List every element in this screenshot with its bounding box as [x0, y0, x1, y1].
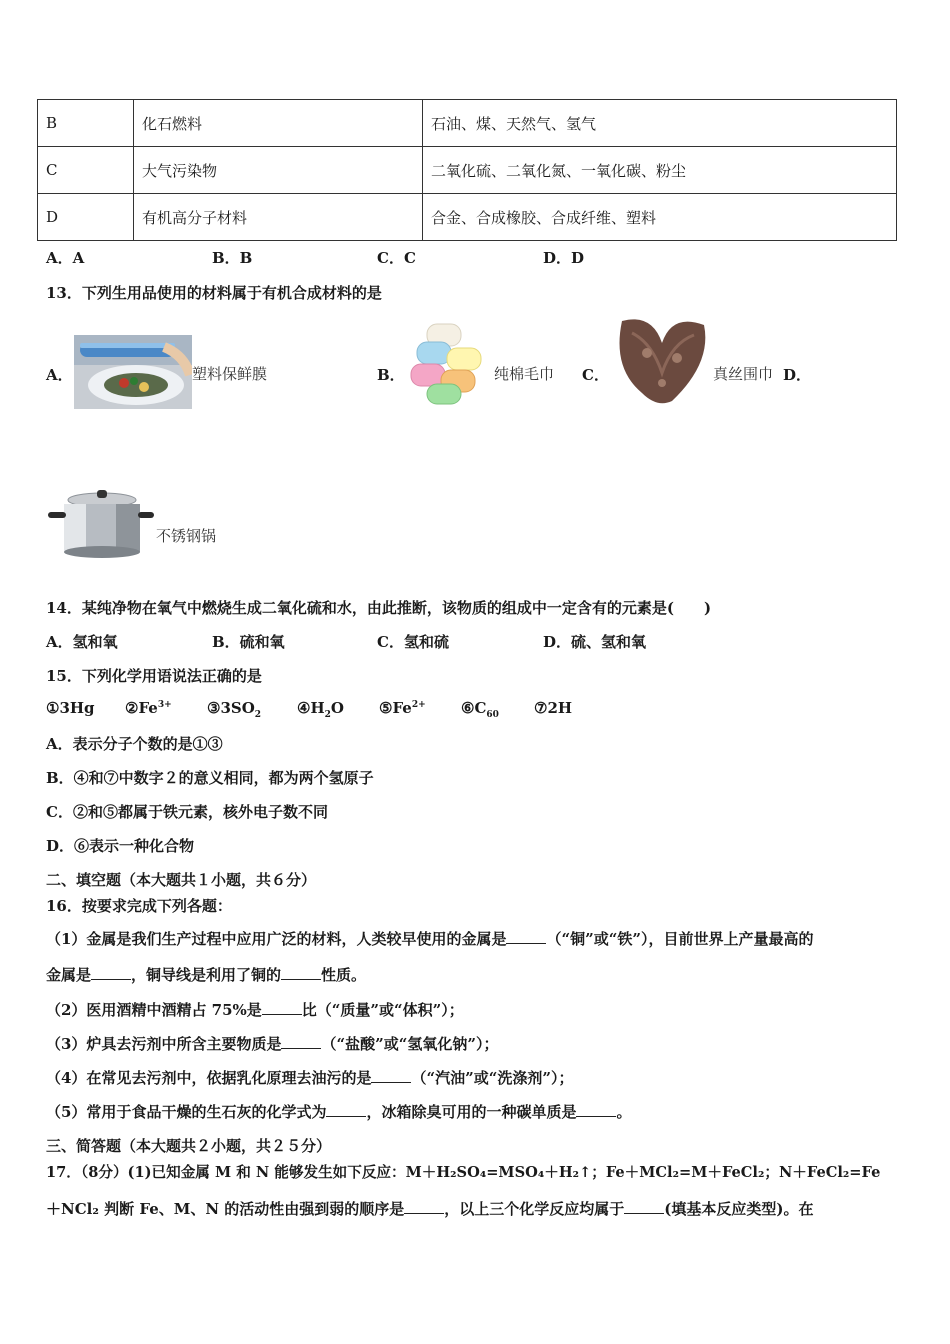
silk-scarf-image: [612, 313, 712, 408]
row-label: D: [38, 194, 134, 241]
row-items: 石油、煤、天然气、氢气: [423, 100, 897, 147]
q15-option-b[interactable]: B．④和⑦中数字２的意义相同，都为两个氢原子: [46, 769, 374, 787]
table-row: [38, 194, 897, 241]
q16-stem: 16．按要求完成下列各题：: [46, 897, 232, 915]
symbol-4: [297, 699, 344, 720]
q13-stem: 13．下列生用品使用的材料属于有机合成材料的是: [46, 284, 382, 302]
item-text: 比（“质量”或“体积”）；: [301, 1001, 464, 1019]
answer-blank[interactable]: [404, 1199, 444, 1214]
q16-item-1-cont: [46, 964, 366, 985]
answer-blank[interactable]: [506, 929, 546, 944]
symbol-1: [46, 699, 95, 717]
item-text: 金属是: [46, 966, 92, 984]
item-text: （“盐酸”或“氢氧化钠”）；: [321, 1035, 499, 1053]
row-label: B: [38, 100, 134, 147]
item-text: （3）炉具去污剂中所含主要物质是: [46, 1035, 282, 1053]
symbol-7: [534, 699, 572, 717]
q12-option-b[interactable]: B．B: [212, 249, 253, 267]
q17-line-2: [46, 1198, 814, 1219]
q15-option-d[interactable]: D．⑥表示一种化合物: [46, 837, 195, 855]
answer-blank[interactable]: [326, 1102, 366, 1117]
q16-item-2: [46, 999, 464, 1020]
item-text: ＋NCl₂ 判断 Fe、M、N 的活动性由强到弱的顺序是: [46, 1200, 405, 1218]
answer-blank[interactable]: [624, 1199, 664, 1214]
symbol-6: [461, 699, 499, 720]
q15-option-a[interactable]: A．表示分子个数的是①③: [46, 735, 223, 753]
q12-table: [37, 99, 897, 241]
symbol-2: [125, 699, 172, 717]
answer-blank[interactable]: [576, 1102, 616, 1117]
item-text: 。: [616, 1103, 632, 1121]
item-text: ，冰箱除臭可用的一种碳单质是: [366, 1103, 577, 1121]
option-caption: 纯棉毛巾: [494, 365, 555, 383]
q16-item-5: [46, 1101, 631, 1122]
option-caption: 真丝围巾: [713, 365, 774, 383]
symbol-3: [207, 699, 261, 720]
steel-pot-image: [46, 486, 154, 562]
q14-option-c[interactable]: C．氢和硫: [377, 633, 449, 651]
symbol-text: ⑥C: [461, 699, 487, 717]
row-category: 有机高分子材料: [134, 194, 423, 241]
row-items: 合金、合成橡胶、合成纤维、塑料: [423, 194, 897, 241]
q16-item-1: [46, 928, 813, 949]
option-letter: C．: [582, 366, 609, 384]
q15-stem: 15．下列化学用语说法正确的是: [46, 667, 262, 685]
symbol-text: ⑦2H: [534, 699, 573, 717]
q14-option-d[interactable]: D．硫、氢和氧: [543, 633, 647, 651]
symbol-text: ⑤Fe: [379, 699, 412, 717]
item-text: （“汽油”或“洗涤剂”）；: [411, 1069, 574, 1087]
answer-blank[interactable]: [281, 1034, 321, 1049]
q14-stem: 14．某纯净物在氧气中燃烧生成二氧化硫和水，由此推断，该物质的组成中一定含有的元素是( ): [46, 599, 712, 617]
item-text: 性质。: [321, 966, 367, 984]
row-category: 化石燃料: [134, 100, 423, 147]
q14-option-b[interactable]: B．硫和氧: [212, 633, 285, 651]
q13-option-d-letter[interactable]: D．: [783, 366, 812, 384]
item-text: ，以上三个化学反应均属于: [444, 1200, 625, 1218]
item-text: （5）常用于食品干燥的生石灰的化学式为: [46, 1103, 327, 1121]
section3-heading: 三、简答题（本大题共２小题，共２５分）: [46, 1137, 332, 1155]
symbol-text: ①3Hg: [46, 699, 95, 717]
option-letter: B．: [377, 366, 405, 384]
cotton-towel-image: [407, 320, 492, 408]
item-text: （1）金属是我们生产过程中应用广泛的材料，人类较早使用的金属是: [46, 930, 507, 948]
row-category: 大气污染物: [134, 147, 423, 194]
symbol-sup: 3+: [157, 700, 172, 710]
item-text: (填基本反应类型)。在: [664, 1200, 814, 1218]
option-caption: 塑料保鲜膜: [192, 365, 268, 383]
row-label: C: [38, 147, 134, 194]
answer-blank[interactable]: [281, 965, 321, 980]
symbol-sub: 2: [254, 710, 262, 720]
answer-blank[interactable]: [262, 1000, 302, 1015]
answer-blank[interactable]: [371, 1068, 411, 1083]
item-text: （“铜”或“铁”），目前世界上产量最高的: [546, 930, 814, 948]
table-row: [38, 100, 897, 147]
plastic-wrap-image: [74, 335, 192, 409]
answer-blank[interactable]: [91, 965, 131, 980]
section2-heading: 二、填空题（本大题共１小题，共６分）: [46, 871, 317, 889]
q15-option-c[interactable]: C．②和⑤都属于铁元素，核外电子数不同: [46, 803, 328, 821]
option-caption: 不锈钢锅: [156, 527, 217, 545]
option-letter: A．: [46, 366, 73, 384]
q12-option-d[interactable]: D．D: [543, 249, 585, 267]
row-items: 二氧化硫、二氧化氮、一氧化碳、粉尘: [423, 147, 897, 194]
q12-option-a[interactable]: A．A: [46, 249, 85, 267]
symbol-text: ②Fe: [125, 699, 158, 717]
symbol-text: ④H: [297, 699, 325, 717]
symbol-5: [379, 699, 426, 717]
q16-item-3: [46, 1033, 498, 1054]
symbol-text: ③3SO: [207, 699, 255, 717]
symbol-sup: 2+: [411, 700, 426, 710]
q16-item-4: [46, 1067, 573, 1088]
q17-line-1: 17．（8分）(1)已知金属 M 和 N 能够发生如下反应：M＋H₂SO₄=MSO₄＋H₂↑；Fe＋MCl₂=M＋FeCl₂；N＋FeCl₂=Fe: [46, 1164, 881, 1181]
item-text: （2）医用酒精中酒精占 75%是: [46, 1001, 262, 1019]
q12-option-c[interactable]: C．C: [377, 249, 416, 267]
symbol-sub: 2: [324, 710, 331, 720]
symbol-text: O: [330, 699, 344, 717]
item-text: ，铜导线是利用了铜的: [131, 966, 282, 984]
table-row: [38, 147, 897, 194]
q14-option-a[interactable]: A．氢和氧: [46, 633, 118, 651]
item-text: （4）在常见去污剂中，依据乳化原理去油污的是: [46, 1069, 372, 1087]
symbol-sub: 60: [486, 710, 499, 720]
